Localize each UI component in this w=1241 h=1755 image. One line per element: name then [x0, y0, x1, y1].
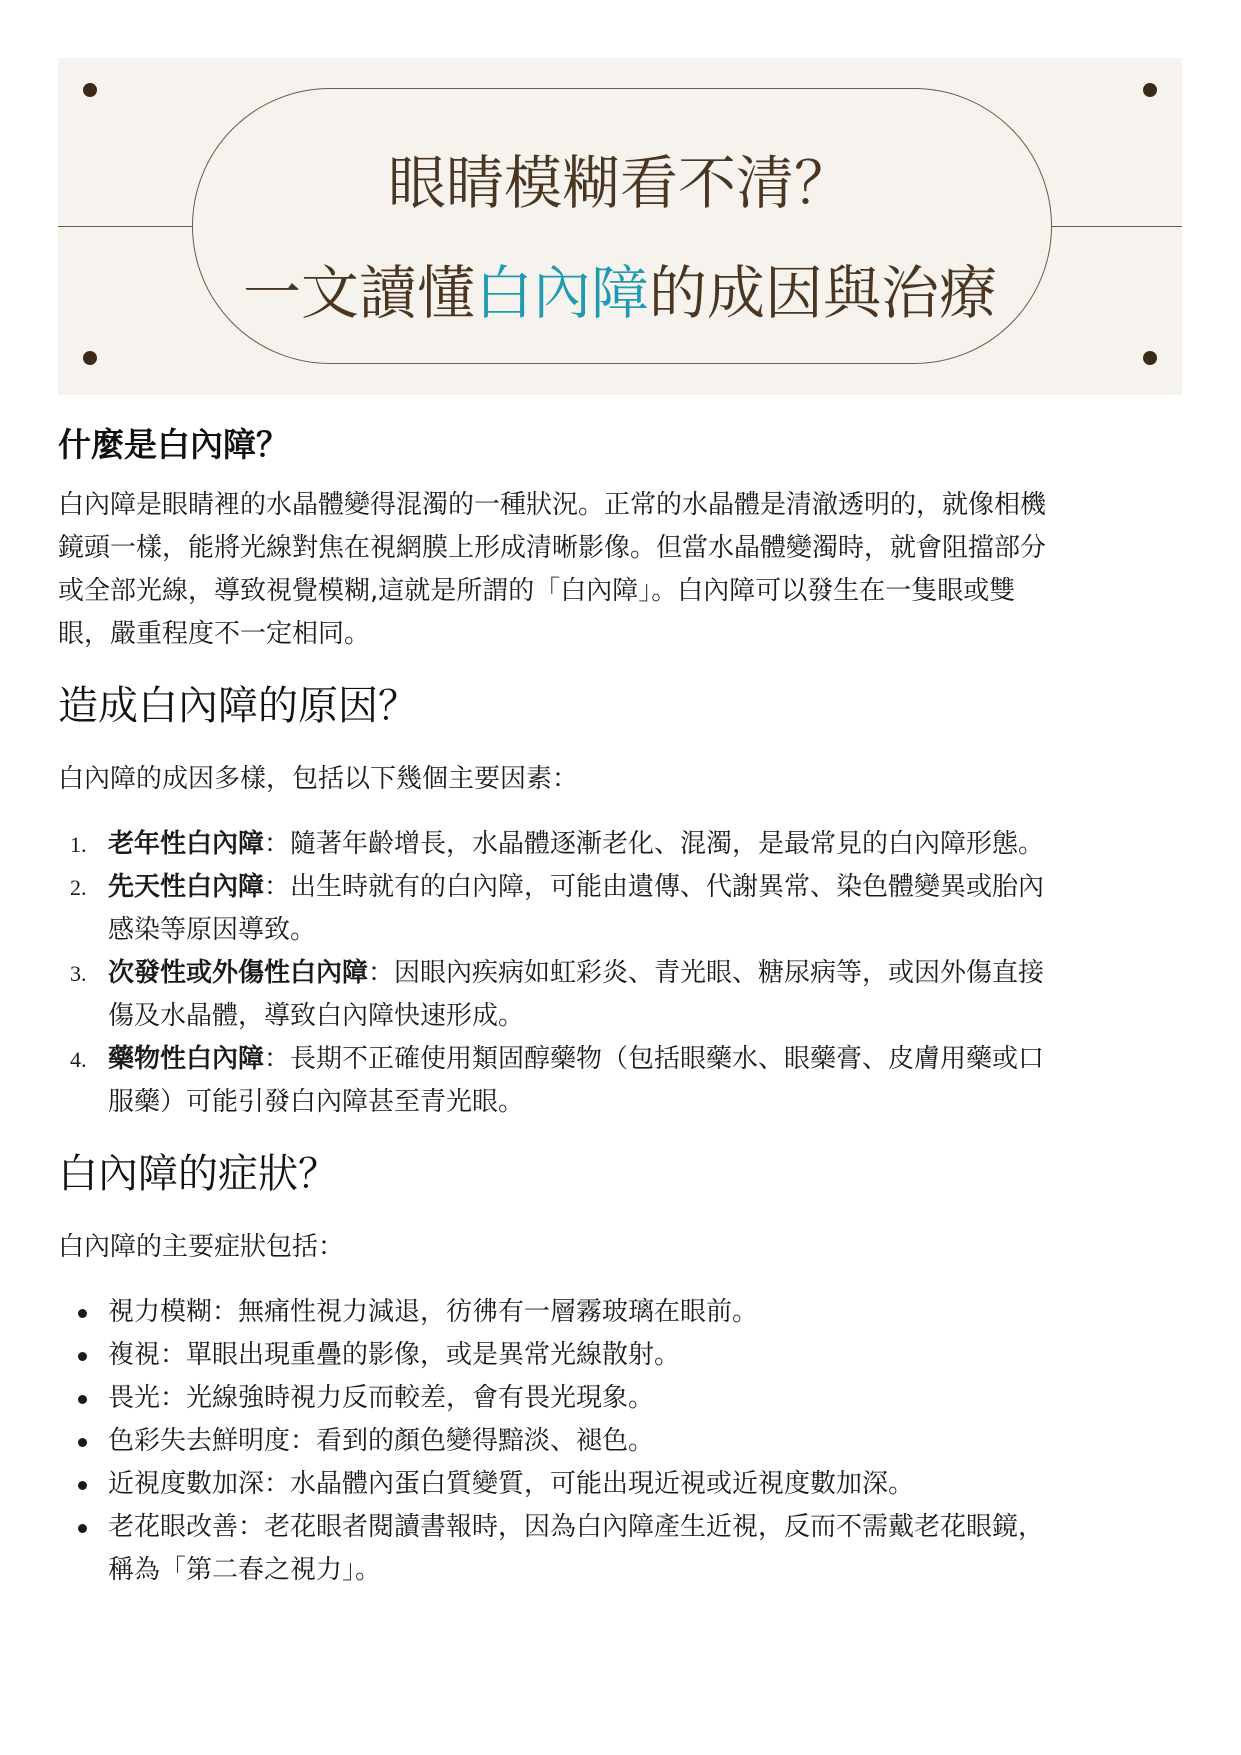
item-text: 視力模糊：無痛性視力減退，彷彿有一層霧玻璃在眼前。	[108, 1297, 759, 1327]
page-title-line1: 眼睛模糊看不清？	[387, 149, 852, 217]
right-divider-line	[1052, 226, 1182, 227]
item-term: 老年性白內障	[108, 829, 265, 859]
left-divider-line	[58, 226, 193, 227]
paragraph-line: 眼，嚴重程度不一定相同。	[58, 619, 371, 649]
bullet-icon	[78, 1352, 87, 1361]
corner-dot-icon	[1143, 351, 1157, 365]
list-item	[58, 866, 1182, 952]
corner-dot-icon	[83, 351, 97, 365]
title-accent: 白內障	[474, 259, 649, 327]
list-item	[58, 1038, 1182, 1124]
symptoms-list	[58, 1291, 1182, 1592]
list-item	[58, 1420, 1182, 1463]
item-term: 先天性白內障	[108, 872, 265, 902]
item-text: 感染等原因導致。	[108, 915, 317, 945]
section-heading-causes: 造成白內障的原因？	[58, 683, 418, 729]
causes-intro: 白內障的成因多樣，包括以下幾個主要因素：	[58, 764, 579, 794]
list-item	[58, 823, 1182, 866]
item-text: 稱為「第二春之視力」。	[108, 1555, 382, 1585]
item-text: ：隨著年齡增長，水晶體逐漸老化、混濁，是最常見的白內障形態。	[264, 829, 1045, 859]
item-text: 傷及水晶體，導致白內障快速形成。	[108, 1001, 525, 1031]
section-heading-what-is: 什麼是白內障？	[58, 425, 289, 464]
paragraph-line: 鏡頭一樣，能將光線對焦在視網膜上形成清晰影像。但當水晶體變濁時，就會阻擋部分	[58, 533, 1047, 563]
causes-list	[58, 823, 1182, 1124]
bullet-icon	[78, 1481, 87, 1490]
title-prefix: 一文讀懂	[242, 259, 475, 327]
list-item	[58, 1291, 1182, 1334]
section-heading-symptoms: 白內障的症狀？	[58, 1151, 338, 1197]
list-item	[58, 1463, 1182, 1506]
item-text: 近視度數加深：水晶體內蛋白質變質，可能出現近視或近視度數加深。	[108, 1469, 915, 1499]
list-item	[58, 952, 1182, 1038]
list-number: 2.	[70, 875, 87, 900]
item-text: 服藥）可能引發白內障甚至青光眼。	[108, 1087, 525, 1117]
corner-dot-icon	[83, 83, 97, 97]
bullet-icon	[78, 1438, 87, 1447]
page-title-line2	[58, 246, 1182, 330]
symptoms-intro: 白內障的主要症狀包括：	[58, 1232, 345, 1262]
bullet-icon	[78, 1524, 87, 1533]
item-text: ：因眼內疾病如虹彩炎、青光眼、糖尿病等，或因外傷直接	[368, 958, 1045, 988]
list-number: 3.	[70, 961, 87, 986]
bullet-icon	[78, 1395, 87, 1404]
title-suffix: 的成因與治療	[649, 259, 998, 327]
item-text: 老花眼改善：老花眼者閱讀書報時，因為白內障產生近視，反而不需戴老花眼鏡，	[108, 1512, 1045, 1542]
list-number: 1.	[70, 832, 87, 857]
paragraph-line: 或全部光線，導致視覺模糊,這就是所謂的「白內障」。白內障可以發生在一隻眼或雙	[58, 576, 1016, 606]
article-body	[58, 420, 1182, 1592]
paragraph-line: 白內障是眼睛裡的水晶體變得混濁的一種狀況。正常的水晶體是清澈透明的，就像相機	[58, 490, 1047, 520]
list-number: 4.	[70, 1047, 87, 1072]
item-term: 次發性或外傷性白內障	[108, 958, 369, 988]
bullet-icon	[78, 1309, 87, 1318]
corner-dot-icon	[1143, 83, 1157, 97]
item-text: 複視：單眼出現重疊的影像，或是異常光線散射。	[108, 1340, 681, 1370]
item-term: 藥物性白內障	[108, 1044, 265, 1074]
list-item	[58, 1506, 1182, 1592]
item-text: ：長期不正確使用類固醇藥物（包括眼藥水、眼藥膏、皮膚用藥或口	[264, 1044, 1045, 1074]
title-banner	[58, 58, 1182, 395]
list-item	[58, 1377, 1182, 1420]
item-text: 畏光：光線強時視力反而較差，會有畏光現象。	[108, 1383, 655, 1413]
list-item	[58, 1334, 1182, 1377]
item-text: 色彩失去鮮明度：看到的顏色變得黯淡、褪色。	[108, 1426, 655, 1456]
item-text: ：出生時就有的白內障，可能由遺傳、代謝異常、染色體變異或胎內	[264, 872, 1045, 902]
